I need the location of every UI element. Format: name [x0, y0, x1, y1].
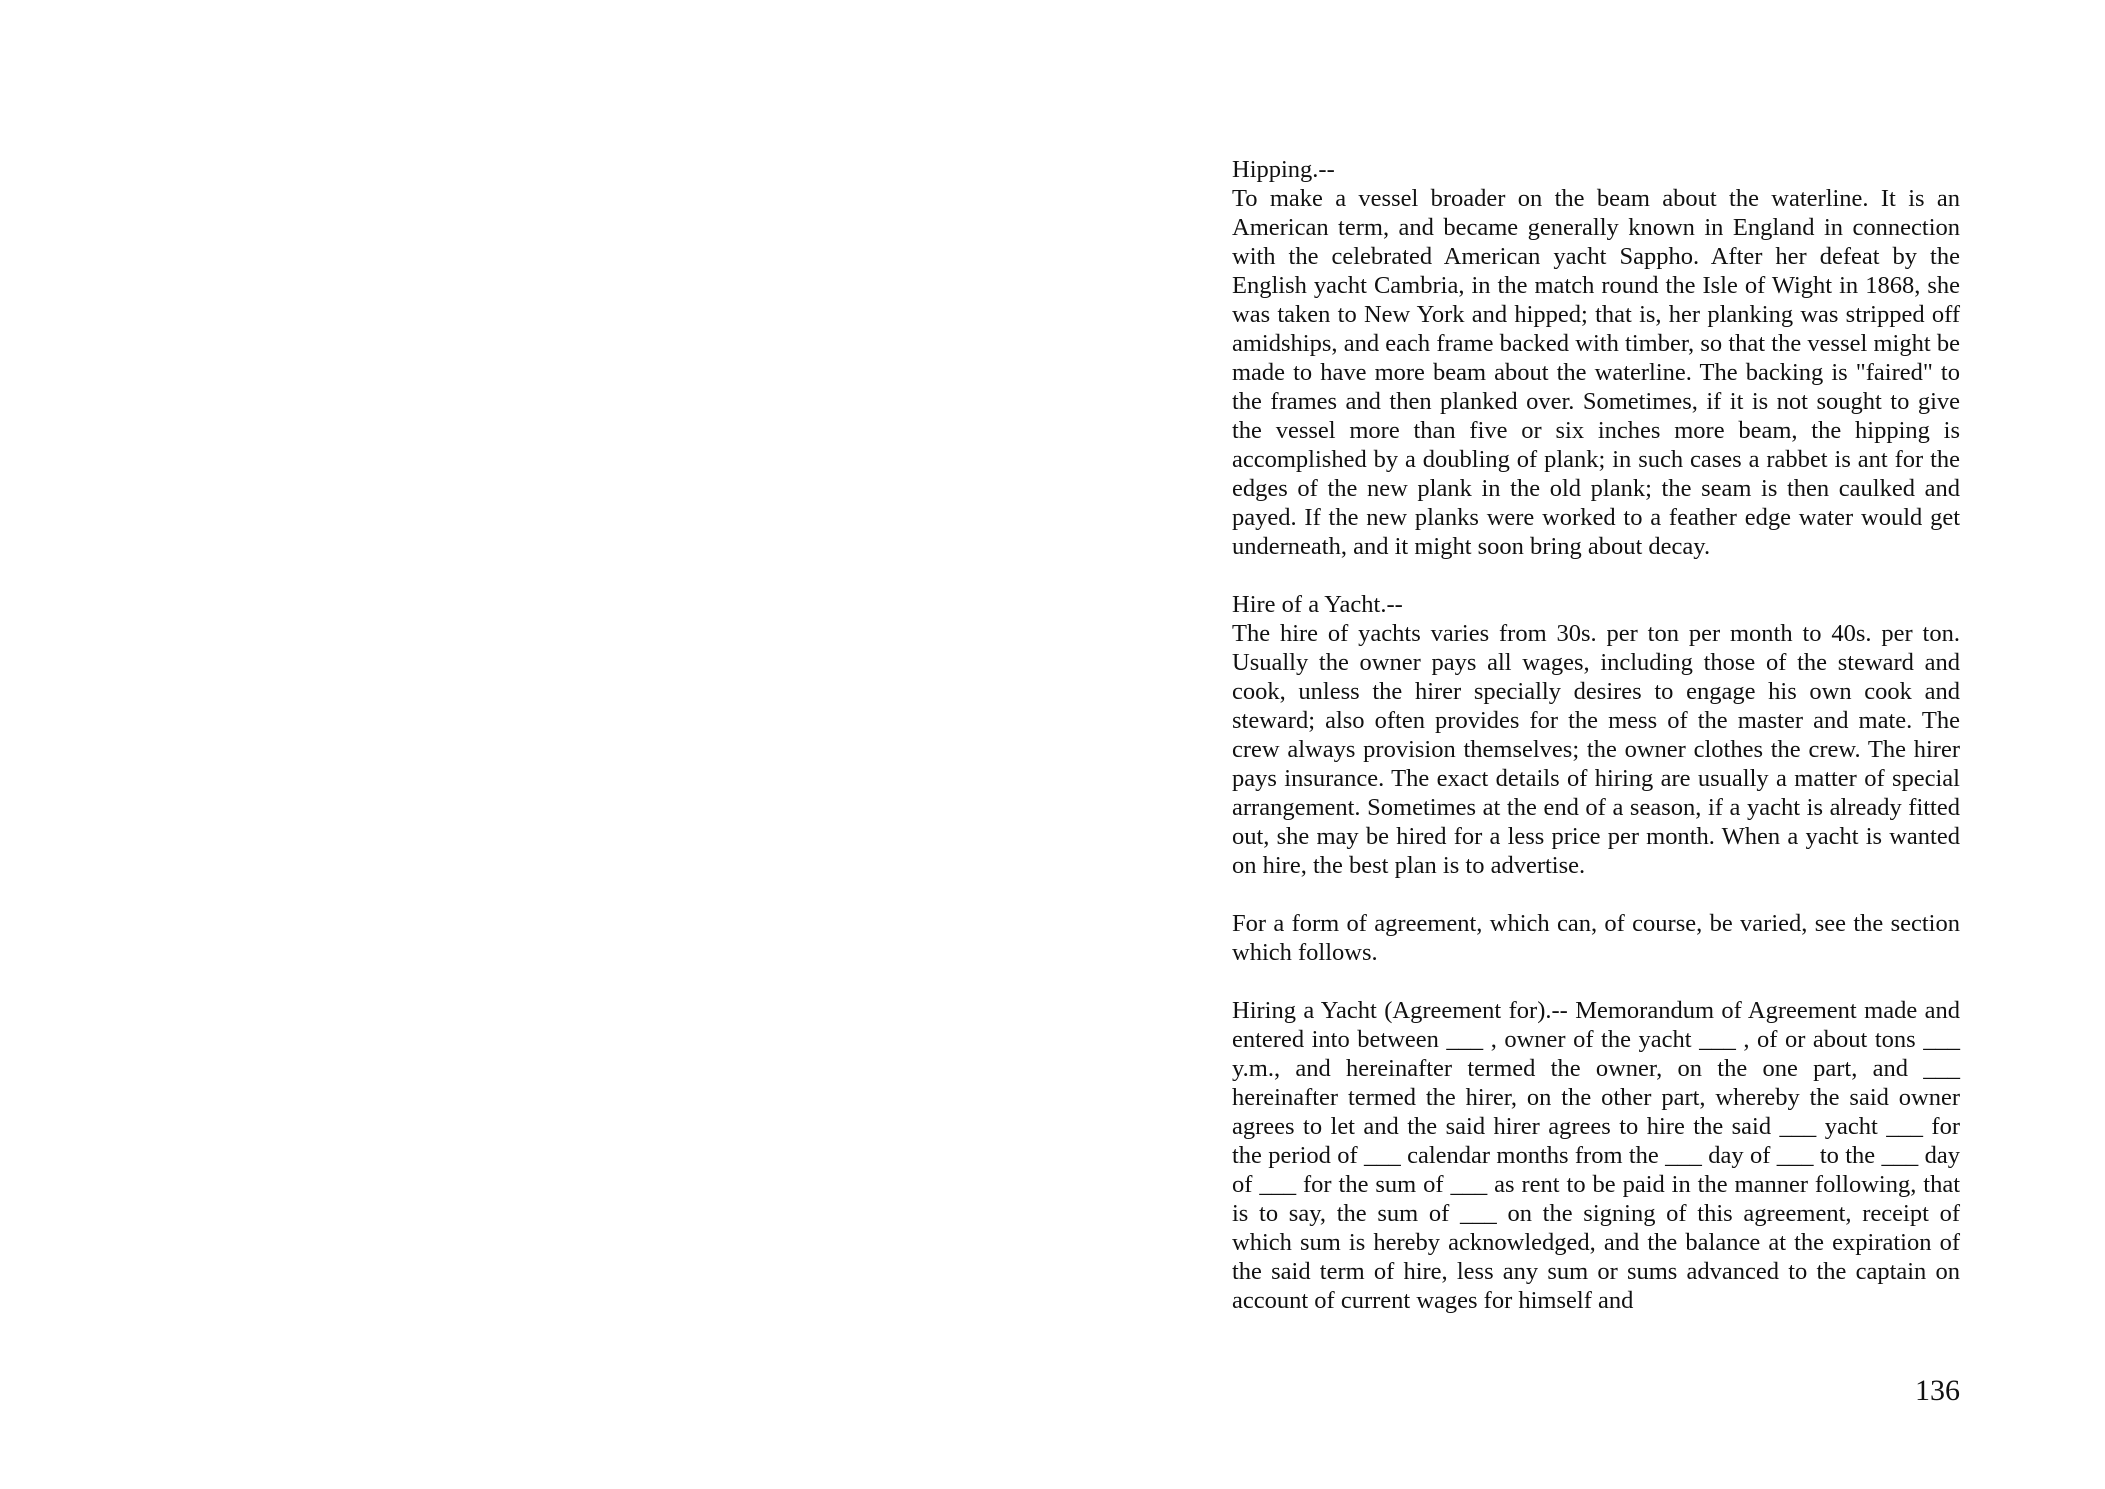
page-text-column [1232, 155, 1960, 1315]
paragraph-gap [1232, 880, 1960, 909]
paragraph-gap [1232, 967, 1960, 996]
page-number: 136 [1915, 1374, 1960, 1407]
paragraph-gap [1232, 561, 1960, 590]
entry-heading-hire-of-a-yacht: Hire of a Yacht.-- [1232, 591, 1403, 618]
entry-body-hipping: To make a vessel broader on the beam about the waterline. It is an American term, and became generally known in England in connection with the celebrated American yacht Sappho. After her defeat by the English yacht Cambria, in the match round the Isle of Wight in 1868, she was taken to New York and hipped; that is, her planking was stripped off amidships, and each frame backed with timber, so that the vessel might be made to have more beam about the waterline. The backing is "faired" to the frames and then planked over. Sometimes, if it is not sought to give the vessel more than five or six inches more beam, the hipping is accomplished by a doubling of plank; in such cases a rabbet is ant for the edges of the new plank in the old plank; the seam is then caulked and payed. If the new planks were worked to a feather edge water would get underneath, and it might soon bring about decay. [1232, 185, 1960, 560]
entry-heading-hipping: Hipping.-- [1232, 156, 1335, 183]
entry-body-hire-of-a-yacht: The hire of yachts varies from 30s. per ton per month to 40s. per ton. Usually the owner pays all wages, including those of the steward and cook, unless the hirer specially desires to engage his own cook and steward; also often provides for the mess of the master and mate. The crew always provision themselves; the owner clothes the crew. The hirer pays insurance. The exact details of hiring are usually a matter of special arrangement. Sometimes at the end of a season, if a yacht is already fitted out, she may be hired for a less price per month. When a yacht is wanted on hire, the best plan is to advertise. [1232, 620, 1960, 879]
agreement-paragraph: Hiring a Yacht (Agreement for).-- Memorandum of Agreement made and entered into between ___ , owner of the yacht ___ , of or about tons ___ y.m., and hereinafter termed the owner, on the one part, and ___ hereinafter termed the hirer, on the other part, whereby the said owner agrees to let and the said hirer agrees to hire the said ___ yacht ___ for the period of ___ calendar months from the ___ day of ___ to the ___ day of ___ for the sum of ___ as rent to be paid in the manner following, that is to say, the sum of ___ on the signing of this agreement, receipt of which sum is hereby acknowledged, and the balance at the expiration of the said term of hire, less any sum or sums advanced to the captain on account of current wages for himself and [1232, 997, 1960, 1314]
form-note-paragraph: For a form of agreement, which can, of course, be varied, see the section which follows. [1232, 910, 1960, 966]
